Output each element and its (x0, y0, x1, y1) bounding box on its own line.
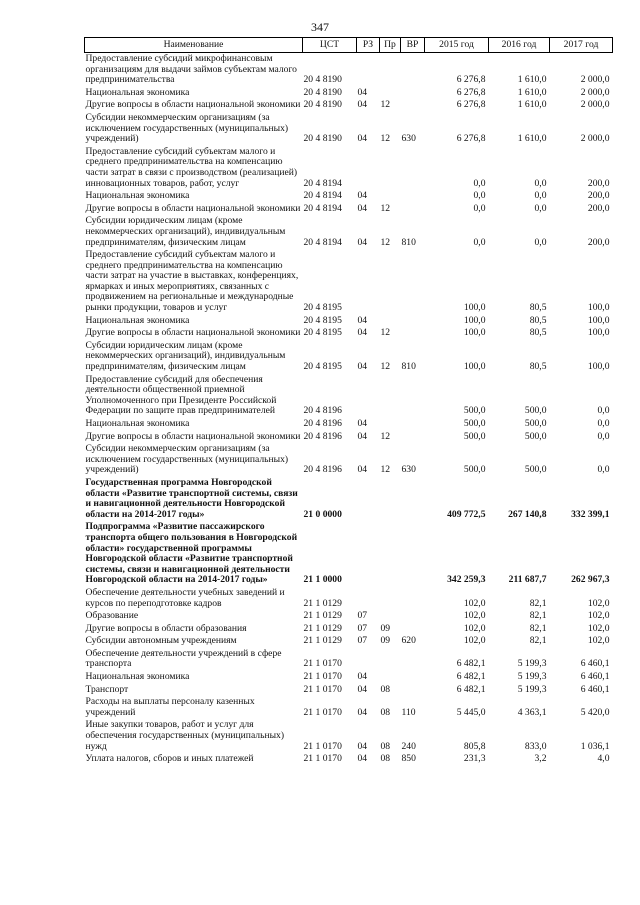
table-row (85, 203, 613, 216)
cell-2015: 100,0 (463, 361, 486, 373)
cell-pr (380, 190, 401, 203)
cell-pr (380, 648, 401, 671)
cell-2017: 6 460,1 (580, 671, 610, 683)
cell-rz: 04 (357, 671, 368, 683)
cell-2015: 0,0 (473, 190, 486, 202)
cell-2016: 500,0 (524, 418, 547, 429)
cell-pr (380, 87, 401, 100)
cell-2017: 262 967,3 (571, 574, 610, 586)
cell-2017: 2 000,0 (580, 74, 610, 86)
cell-vr (401, 587, 425, 610)
cell-name: Национальная экономика (85, 86, 190, 98)
cell-2017: 4,0 (597, 753, 610, 765)
cell-rz: 04 (357, 327, 368, 339)
cell-cst: 21 1 0170 (303, 706, 342, 718)
cell-pr (380, 315, 401, 328)
cell-2016: 0,0 (534, 190, 547, 202)
cell-pr: 12 (380, 327, 391, 339)
cell-2015: 5 445,0 (456, 706, 486, 718)
cell-vr (401, 99, 425, 112)
cell-2016: 5 199,3 (517, 658, 547, 670)
cell-cst: 21 1 0129 (303, 610, 342, 622)
cell-vr: 630 (401, 464, 416, 476)
cell-vr: 630 (401, 133, 416, 145)
cell-2016: 833,0 (524, 740, 547, 752)
table-row (85, 249, 613, 315)
header-2016: 2016 год (489, 38, 550, 53)
cell-name: Субсидии автономным учреждениям (85, 635, 237, 647)
cell-vr (401, 521, 425, 587)
table-row (85, 635, 613, 648)
cell-2015: 500,0 (463, 405, 486, 417)
table-body (85, 53, 613, 766)
cell-cst: 21 1 0129 (303, 622, 342, 634)
table-row (85, 684, 613, 697)
table-row (85, 112, 613, 146)
cell-2017: 0,0 (597, 430, 610, 442)
cell-2016: 0,0 (534, 236, 547, 248)
table-row (85, 327, 613, 340)
cell-cst: 20 4 8194 (303, 202, 342, 214)
table-row (85, 443, 613, 477)
cell-vr (401, 146, 425, 190)
table-header-row (85, 38, 613, 53)
cell-cst: 21 1 0170 (303, 658, 342, 670)
cell-name: Субсидии некоммерческим организациям (за исключением государственных (муниципальных) учреждений) (85, 111, 289, 145)
cell-2017: 200,0 (587, 190, 610, 202)
cell-rz: 04 (357, 430, 368, 442)
cell-vr (401, 477, 425, 521)
cell-2015: 6 276,8 (456, 133, 486, 145)
cell-cst: 20 4 8195 (303, 327, 342, 339)
cell-2017: 102,0 (587, 597, 610, 609)
cell-pr: 12 (380, 99, 391, 111)
cell-2015: 100,0 (463, 302, 486, 314)
cell-vr (401, 190, 425, 203)
cell-rz: 04 (357, 190, 368, 202)
header-name: Наименование (85, 38, 303, 53)
cell-2016: 82,1 (529, 635, 547, 647)
cell-2016: 211 687,7 (508, 574, 547, 586)
cell-vr (401, 249, 425, 315)
cell-name: Национальная экономика (85, 418, 190, 429)
cell-rz (357, 587, 380, 610)
cell-2015: 6 482,1 (456, 671, 486, 683)
cell-2016: 0,0 (534, 177, 547, 189)
cell-cst: 20 4 8190 (303, 74, 342, 86)
cell-rz: 04 (357, 753, 368, 765)
cell-cst: 20 4 8196 (303, 464, 342, 476)
cell-2016: 1 610,0 (517, 74, 547, 86)
cell-name: Другие вопросы в области образования (85, 622, 247, 634)
cell-cst: 21 1 0129 (303, 597, 342, 609)
table-row (85, 315, 613, 328)
cell-2017: 332 399,1 (571, 508, 610, 520)
header-2017: 2017 год (550, 38, 613, 53)
cell-cst: 21 1 0170 (303, 683, 342, 695)
cell-vr: 240 (401, 740, 416, 752)
cell-pr: 09 (380, 622, 391, 634)
table-row (85, 374, 613, 418)
cell-2017: 2 000,0 (580, 133, 610, 145)
cell-name: Уплата налогов, сборов и иных платежей (85, 753, 254, 765)
table-row (85, 431, 613, 444)
cell-rz (357, 146, 380, 190)
cell-2017: 0,0 (597, 464, 610, 476)
cell-name: Обеспечение деятельности учебных заведений и курсов по переподготовке кадров (85, 586, 285, 609)
cell-2016: 1 610,0 (517, 99, 547, 111)
cell-2016: 82,1 (529, 622, 547, 634)
cell-2017: 200,0 (587, 236, 610, 248)
cell-2016: 5 199,3 (517, 683, 547, 695)
cell-vr: 620 (401, 635, 416, 647)
cell-2017: 6 460,1 (580, 658, 610, 670)
cell-pr (380, 374, 401, 418)
cell-pr: 12 (380, 202, 391, 214)
cell-rz: 04 (357, 706, 368, 718)
cell-rz: 04 (357, 202, 368, 214)
cell-2016: 267 140,8 (508, 508, 547, 520)
cell-pr: 12 (380, 430, 391, 442)
cell-vr (401, 327, 425, 340)
cell-vr (401, 684, 425, 697)
cell-vr (401, 648, 425, 671)
cell-vr (401, 671, 425, 684)
cell-2016: 80,5 (529, 327, 547, 339)
table-row (85, 215, 613, 249)
cell-2017: 102,0 (587, 622, 610, 634)
cell-rz (357, 374, 380, 418)
cell-pr (380, 53, 401, 87)
cell-vr: 110 (401, 706, 416, 718)
cell-rz: 04 (357, 464, 368, 476)
cell-2016: 500,0 (524, 430, 547, 442)
cell-pr (380, 477, 401, 521)
cell-pr: 08 (380, 706, 391, 718)
cell-2015: 500,0 (463, 418, 486, 429)
cell-name: Субсидии некоммерческим организациям (за исключением государственных (муниципальных) учреждений) (85, 443, 289, 476)
cell-name: Предоставление субсидий субъектам малого и среднего предпринимательства на компенсацию части затрат в связи с производством (реализацией) инновационных товаров, работ, услуг (85, 145, 298, 189)
cell-2016: 82,1 (529, 610, 547, 622)
cell-rz: 07 (357, 622, 368, 634)
cell-vr: 810 (401, 361, 416, 373)
cell-name: Национальная экономика (85, 314, 190, 326)
cell-rz: 04 (357, 86, 368, 98)
cell-name: Национальная экономика (85, 190, 190, 202)
cell-vr: 810 (401, 236, 416, 248)
cell-name: Другие вопросы в области национальной экономики (85, 202, 301, 214)
cell-2015: 100,0 (463, 327, 486, 339)
cell-2015: 231,3 (463, 753, 486, 765)
cell-name: Предоставление субсидий субъектам малого и среднего предпринимательства на компенсацию части затрат на участие в выставках, конференциях, ярмарках и иных мероприятиях, связанных с продвижением на региональные и международные рынки продукции, товаров и услуг (85, 249, 299, 314)
cell-vr (401, 203, 425, 216)
cell-name: Субсидии юридическим лицам (кроме некоммерческих организаций), индивидуальным предпринимателям, физическим лицам (85, 339, 286, 373)
budget-table (84, 37, 613, 766)
cell-2015: 6 276,8 (456, 86, 486, 98)
cell-rz: 04 (357, 418, 368, 429)
cell-name: Обеспечение деятельности учреждений в сфере транспорта (85, 647, 282, 670)
cell-cst: 20 4 8194 (303, 236, 342, 248)
cell-vr (401, 374, 425, 418)
cell-2015: 0,0 (473, 236, 486, 248)
cell-2016: 82,1 (529, 597, 547, 609)
cell-2017: 100,0 (587, 314, 610, 326)
cell-cst: 21 1 0170 (303, 753, 342, 765)
cell-rz: 04 (357, 133, 368, 145)
header-vr: ВР (401, 38, 425, 53)
cell-2015: 102,0 (463, 635, 486, 647)
cell-rz (357, 648, 380, 671)
cell-2015: 805,8 (463, 740, 486, 752)
table-row (85, 340, 613, 374)
cell-rz: 04 (357, 361, 368, 373)
cell-rz (357, 521, 380, 587)
cell-pr: 12 (380, 464, 391, 476)
cell-2015: 6 482,1 (456, 683, 486, 695)
table-row (85, 610, 613, 623)
cell-2017: 200,0 (587, 177, 610, 189)
cell-name: Другие вопросы в области национальной экономики (85, 99, 301, 111)
cell-pr: 08 (380, 683, 391, 695)
page-number: 347 (311, 20, 329, 34)
cell-cst: 21 1 0000 (303, 574, 342, 586)
cell-vr (401, 623, 425, 636)
cell-name: Предоставление субсидий микрофинансовым организациям для выдачи займов субъектам малого предпринимательства (85, 53, 297, 86)
cell-2017: 100,0 (587, 361, 610, 373)
table-row (85, 521, 613, 587)
cell-pr: 12 (380, 361, 391, 373)
cell-cst: 20 4 8196 (303, 418, 342, 429)
table-row (85, 53, 613, 87)
cell-vr (401, 418, 425, 431)
cell-cst: 20 4 8190 (303, 86, 342, 98)
cell-cst: 21 1 0170 (303, 671, 342, 683)
cell-2017: 2 000,0 (580, 99, 610, 111)
cell-pr: 08 (380, 753, 391, 765)
cell-rz (357, 477, 380, 521)
cell-rz (357, 53, 380, 87)
cell-2015: 500,0 (463, 464, 486, 476)
cell-2017: 0,0 (597, 418, 610, 429)
cell-2016: 4 363,1 (517, 706, 547, 718)
cell-2015: 0,0 (473, 202, 486, 214)
cell-name: Транспорт (85, 683, 129, 695)
cell-2017: 100,0 (587, 327, 610, 339)
cell-rz: 04 (357, 236, 368, 248)
cell-2017: 100,0 (587, 302, 610, 314)
table-row (85, 87, 613, 100)
cell-name: Расходы на выплаты персоналу казенных учреждений (85, 696, 255, 718)
cell-2015: 102,0 (463, 597, 486, 609)
table-row (85, 99, 613, 112)
header-cst: ЦСТ (303, 38, 357, 53)
cell-2015: 6 276,8 (456, 99, 486, 111)
cell-vr (401, 610, 425, 623)
cell-name: Другие вопросы в области национальной экономики (85, 327, 301, 339)
table-row (85, 623, 613, 636)
cell-pr (380, 521, 401, 587)
cell-cst: 21 0 0000 (303, 508, 342, 520)
cell-cst: 21 1 0170 (303, 740, 342, 752)
cell-name: Подпрограмма «Развитие пассажирского транспорта общего пользования в Новгородской области» государственной программы Новгородской области «Развитие транспортной системы, связи и навигационной деятельности Новгородской области на 2014-2017 годы» (85, 521, 298, 586)
cell-cst: 20 4 8190 (303, 99, 342, 111)
cell-name: Другие вопросы в области национальной экономики (85, 430, 301, 442)
table-row (85, 719, 613, 753)
cell-pr: 12 (380, 133, 391, 145)
cell-2016: 80,5 (529, 361, 547, 373)
cell-2016: 80,5 (529, 302, 547, 314)
cell-cst: 20 4 8194 (303, 177, 342, 189)
cell-vr (401, 87, 425, 100)
cell-2016: 1 610,0 (517, 133, 547, 145)
cell-name: Государственная программа Новгородской области «Развитие транспортной системы, связи и навигационной деятельности Новгородской области на 2014-2017 годы» (85, 476, 298, 520)
cell-rz (357, 249, 380, 315)
cell-2017: 2 000,0 (580, 86, 610, 98)
cell-cst: 21 1 0129 (303, 635, 342, 647)
table-row (85, 190, 613, 203)
cell-2017: 200,0 (587, 202, 610, 214)
header-2015: 2015 год (425, 38, 489, 53)
cell-pr (380, 146, 401, 190)
table-row (85, 146, 613, 190)
table-row (85, 648, 613, 671)
cell-cst: 20 4 8190 (303, 133, 342, 145)
header-pr: Пр (380, 38, 401, 53)
cell-2016: 80,5 (529, 314, 547, 326)
cell-2017: 102,0 (587, 635, 610, 647)
cell-pr: 09 (380, 635, 391, 647)
cell-rz: 04 (357, 314, 368, 326)
cell-name: Субсидии юридическим лицам (кроме некоммерческих организаций), индивидуальным предпринимателям, физическим лицам (85, 215, 286, 248)
cell-rz: 04 (357, 740, 368, 752)
cell-vr (401, 431, 425, 444)
cell-cst: 20 4 8195 (303, 302, 342, 314)
cell-pr (380, 249, 401, 315)
cell-2015: 500,0 (463, 430, 486, 442)
cell-2015: 342 259,3 (447, 574, 486, 586)
cell-cst: 20 4 8195 (303, 361, 342, 373)
cell-2015: 100,0 (463, 314, 486, 326)
cell-pr (380, 671, 401, 684)
cell-pr: 12 (380, 236, 391, 248)
cell-2016: 500,0 (524, 405, 547, 417)
cell-cst: 20 4 8196 (303, 405, 342, 417)
cell-2017: 5 420,0 (580, 706, 610, 718)
cell-2016: 1 610,0 (517, 86, 547, 98)
cell-name: Образование (85, 610, 139, 622)
cell-pr (380, 418, 401, 431)
cell-pr (380, 610, 401, 623)
cell-2015: 6 482,1 (456, 658, 486, 670)
header-rz: РЗ (357, 38, 380, 53)
table-row (85, 418, 613, 431)
cell-2015: 0,0 (473, 177, 486, 189)
cell-2017: 6 460,1 (580, 683, 610, 695)
cell-vr (401, 315, 425, 328)
cell-name: Предоставление субсидий для обеспечения деятельности общественной приемной Уполномоченного при Президенте Российской Федерации по защите прав предпринимателей (85, 373, 277, 417)
cell-rz: 04 (357, 99, 368, 111)
cell-2015: 6 276,8 (456, 74, 486, 86)
cell-2016: 3,2 (534, 753, 547, 765)
cell-pr: 08 (380, 740, 391, 752)
cell-2015: 102,0 (463, 622, 486, 634)
cell-2016: 0,0 (534, 202, 547, 214)
cell-2015: 409 772,5 (447, 508, 486, 520)
cell-2016: 5 199,3 (517, 671, 547, 683)
cell-cst: 20 4 8195 (303, 314, 342, 326)
table-row (85, 671, 613, 684)
table-row (85, 587, 613, 610)
cell-name: Национальная экономика (85, 671, 190, 683)
cell-pr (380, 587, 401, 610)
cell-2017: 102,0 (587, 610, 610, 622)
cell-2017: 1 036,1 (580, 740, 610, 752)
cell-cst: 20 4 8194 (303, 190, 342, 202)
cell-2015: 102,0 (463, 610, 486, 622)
table-row (85, 753, 613, 766)
table-row (85, 696, 613, 719)
cell-cst: 20 4 8196 (303, 430, 342, 442)
cell-2017: 0,0 (597, 405, 610, 417)
cell-rz: 07 (357, 610, 368, 622)
cell-rz: 07 (357, 635, 368, 647)
cell-vr: 850 (401, 753, 416, 765)
cell-rz: 04 (357, 683, 368, 695)
cell-name: Иные закупки товаров, работ и услуг для обеспечения государственных (муниципальных) нужд (85, 719, 285, 752)
table-row (85, 477, 613, 521)
cell-vr (401, 53, 425, 87)
cell-2016: 500,0 (524, 464, 547, 476)
